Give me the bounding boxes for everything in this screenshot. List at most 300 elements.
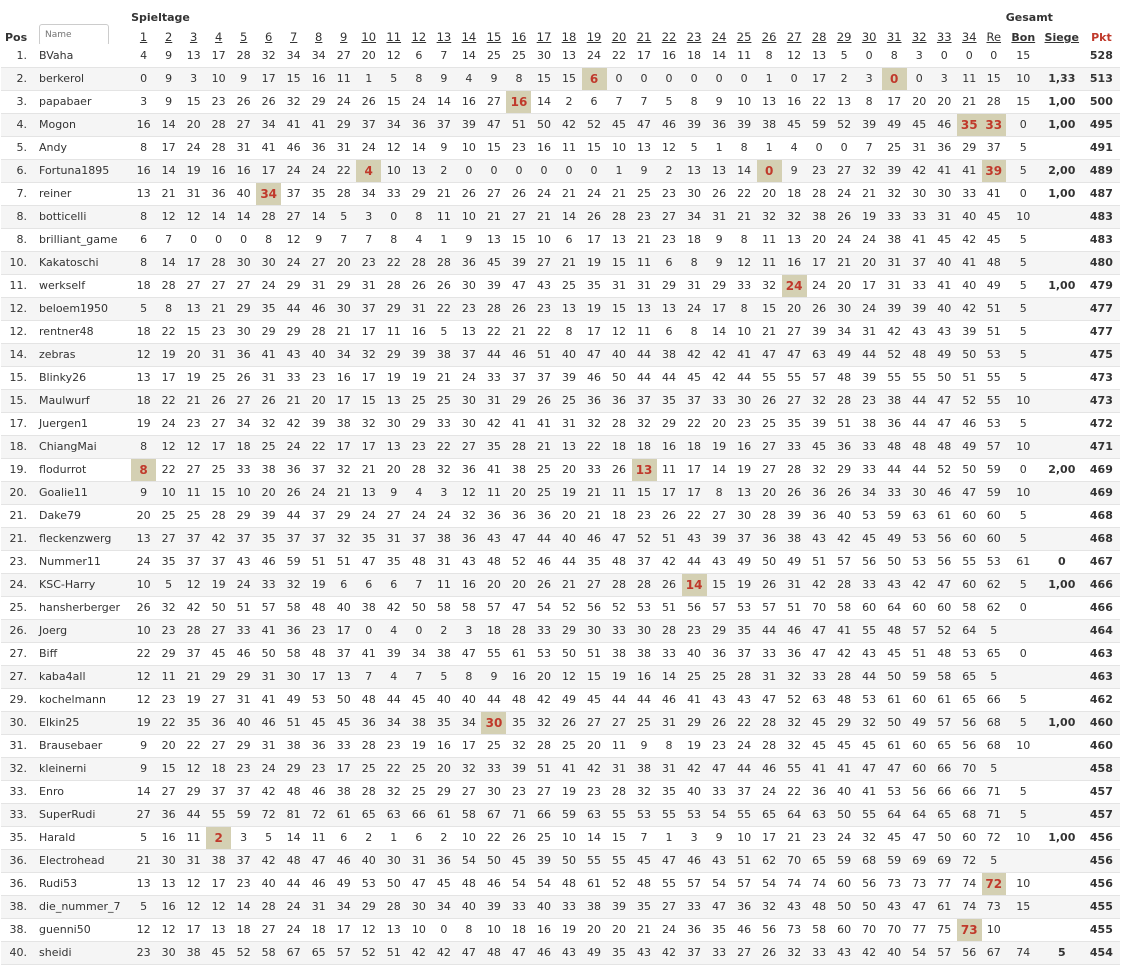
player-name[interactable]: fleckenzwerg	[33, 527, 131, 550]
score-cell: 32	[356, 343, 381, 366]
score-cell: 45	[882, 642, 907, 665]
player-name[interactable]: kleinerni	[33, 757, 131, 780]
score-cell: 43	[707, 849, 732, 872]
player-name[interactable]: zebras	[33, 343, 131, 366]
bon-cell: 5	[1006, 412, 1041, 435]
score-cell: 44	[281, 297, 306, 320]
bon-cell	[1006, 918, 1041, 941]
siege-cell	[1041, 389, 1083, 412]
score-cell: 27	[206, 734, 231, 757]
player-name[interactable]: Blinky26	[33, 366, 131, 389]
player-name[interactable]: ChiangMai	[33, 435, 131, 458]
rank-cell: 11.	[1, 274, 33, 297]
table-row	[1, 757, 1120, 780]
score-cell: 42	[707, 343, 732, 366]
score-cell: 42	[657, 550, 682, 573]
score-cell: 40	[556, 343, 581, 366]
bon-cell: 15	[1006, 895, 1041, 918]
score-cell: 12	[181, 205, 206, 228]
matchday-header-22[interactable]: 22	[661, 30, 677, 44]
siege-cell: 0	[1041, 550, 1083, 573]
points-cell: 466	[1083, 596, 1120, 619]
rank-cell: 40.	[1, 941, 33, 964]
player-name[interactable]: BVaha	[33, 44, 131, 67]
score-cell: 29	[256, 320, 281, 343]
score-cell: 26	[531, 573, 556, 596]
matchday-header-29[interactable]: 29	[836, 30, 852, 44]
points-cell: 477	[1083, 297, 1120, 320]
score-cell: 23	[381, 734, 406, 757]
score-cell: 44	[907, 412, 932, 435]
score-cell: 32	[757, 274, 782, 297]
score-cell: 14	[281, 826, 306, 849]
matchday-header-7[interactable]: 7	[290, 30, 298, 44]
score-cell: 30	[682, 182, 707, 205]
rank-cell: 24.	[1, 573, 33, 596]
score-cell: 51	[657, 527, 682, 550]
score-cell: 65	[306, 941, 331, 964]
score-cell: 20	[757, 481, 782, 504]
bon-cell: 10	[1006, 826, 1041, 849]
matchday-header-12[interactable]: 12	[411, 30, 427, 44]
score-cell: 9	[782, 159, 807, 182]
score-cell: 15	[607, 297, 632, 320]
score-cell: 46	[231, 642, 256, 665]
score-cell: 32	[857, 711, 882, 734]
player-name[interactable]: brilliant_game	[33, 228, 131, 251]
points-cell: 480	[1083, 251, 1120, 274]
score-cell: 36	[281, 619, 306, 642]
table-row	[1, 366, 1120, 389]
points-cell: 463	[1083, 665, 1120, 688]
score-cell: 74	[807, 872, 832, 895]
siege-cell: 1,00	[1041, 182, 1083, 205]
score-cell: 27	[531, 780, 556, 803]
score-cell: 14	[431, 90, 456, 113]
score-cell: 1	[757, 67, 782, 90]
matchday-header-2[interactable]: 2	[164, 30, 173, 44]
score-cell: 1	[607, 159, 632, 182]
score-cell: 6	[331, 573, 356, 596]
score-cell: 16	[206, 159, 231, 182]
score-cell: 8	[732, 228, 757, 251]
score-cell: 15	[707, 573, 732, 596]
score-cell: 28	[832, 389, 857, 412]
player-name[interactable]: botticelli	[33, 205, 131, 228]
matchday-header-19[interactable]: 19	[586, 30, 602, 44]
score-cell: 38	[281, 734, 306, 757]
score-cell: 39	[556, 366, 581, 389]
player-name[interactable]: Rudi53	[33, 872, 131, 895]
score-cell: 25	[406, 389, 431, 412]
score-cell: 21	[556, 251, 581, 274]
player-name[interactable]: Maulwurf	[33, 389, 131, 412]
score-cell: 13	[356, 481, 381, 504]
score-cell: 4	[381, 619, 406, 642]
score-cell: 41	[857, 780, 882, 803]
matchday-header-8[interactable]: 8	[315, 30, 323, 44]
matchday-header-28[interactable]: 28	[811, 30, 827, 44]
matchday-header-31[interactable]: 31	[886, 30, 902, 44]
score-cell: 29	[381, 343, 406, 366]
matchday-header-5[interactable]: 5	[239, 30, 248, 44]
score-cell: 46	[732, 918, 757, 941]
score-cell: 6	[556, 228, 581, 251]
score-cell: 6	[657, 320, 682, 343]
score-cell: 23	[306, 619, 331, 642]
player-name[interactable]: Biff	[33, 642, 131, 665]
score-cell: 53	[857, 504, 882, 527]
score-cell: 17	[331, 918, 356, 941]
player-name[interactable]: beloem1950	[33, 297, 131, 320]
score-cell: 24	[131, 550, 156, 573]
score-cell: 23	[156, 619, 181, 642]
rank-cell: 12.	[1, 297, 33, 320]
table-row	[1, 504, 1120, 527]
score-cell: 52	[506, 550, 531, 573]
score-cell: 53	[306, 688, 331, 711]
score-cell: 37	[306, 458, 331, 481]
siege-cell: 1,00	[1041, 711, 1083, 734]
score-cell: 24	[857, 297, 882, 320]
score-cell: 13	[381, 918, 406, 941]
score-cell: 44	[481, 343, 506, 366]
score-cell: 32	[757, 895, 782, 918]
score-cell: 18	[231, 435, 256, 458]
score-cell: 0	[206, 228, 231, 251]
score-cell: 57	[807, 366, 832, 389]
score-cell: 26	[657, 573, 682, 596]
score-cell: 48	[406, 550, 431, 573]
matchday-header-16[interactable]: 16	[511, 30, 527, 44]
matchday-header-11[interactable]: 11	[386, 30, 402, 44]
matchday-header-18[interactable]: 18	[561, 30, 577, 44]
score-cell: 51	[231, 596, 256, 619]
player-name[interactable]: Kakatoschi	[33, 251, 131, 274]
score-cell: 24	[406, 504, 431, 527]
score-cell: 27	[231, 274, 256, 297]
score-cell: 23	[506, 136, 531, 159]
matchday-header-27[interactable]: 27	[786, 30, 802, 44]
score-cell: 41	[256, 619, 281, 642]
player-name[interactable]: Goalie11	[33, 481, 131, 504]
score-cell: 32	[256, 412, 281, 435]
score-cell: 19	[181, 688, 206, 711]
score-cell: 53	[907, 550, 932, 573]
score-cell: 81	[281, 803, 306, 826]
matchday-header-10[interactable]: 10	[361, 30, 377, 44]
score-cell: 44	[907, 458, 932, 481]
bon-header[interactable]: Bon	[1011, 31, 1036, 44]
score-cell: 8	[456, 665, 481, 688]
table-row	[1, 343, 1120, 366]
score-cell: 40	[306, 343, 331, 366]
score-cell: 9	[131, 734, 156, 757]
player-name[interactable]: Electrohead	[33, 849, 131, 872]
score-cell: 43	[556, 941, 581, 964]
score-cell: 42	[832, 527, 857, 550]
score-cell: 20	[506, 481, 531, 504]
score-cell: 19	[732, 458, 757, 481]
player-name[interactable]: Mogon	[33, 113, 131, 136]
score-cell: 8	[732, 136, 757, 159]
score-cell: 33	[481, 366, 506, 389]
player-name[interactable]: Brausebaer	[33, 734, 131, 757]
score-cell: 7	[406, 573, 431, 596]
score-cell: 26	[832, 205, 857, 228]
score-cell: 36	[732, 895, 757, 918]
score-cell: 32	[782, 665, 807, 688]
player-name[interactable]: die_nummer_7	[33, 895, 131, 918]
score-cell: 31	[306, 895, 331, 918]
score-cell: 27	[206, 412, 231, 435]
score-cell: 40	[431, 688, 456, 711]
score-cell: 31	[682, 274, 707, 297]
matchday-header-re[interactable]: Re	[986, 30, 1002, 44]
score-cell: 35	[707, 918, 732, 941]
score-cell: 20	[531, 665, 556, 688]
score-cell: 5	[682, 136, 707, 159]
score-cell: 43	[632, 941, 657, 964]
score-cell: 61	[932, 688, 957, 711]
score-cell: 60	[832, 872, 857, 895]
points-cell: 489	[1083, 159, 1120, 182]
score-cell: 34	[832, 320, 857, 343]
siege-header[interactable]: Siege	[1044, 31, 1080, 44]
matchday-header-30[interactable]: 30	[861, 30, 877, 44]
matchday-header-15[interactable]: 15	[486, 30, 502, 44]
score-cell: 39	[531, 849, 556, 872]
player-name[interactable]: kaba4all	[33, 665, 131, 688]
score-cell: 52	[231, 941, 256, 964]
highlighted-score-cell: 0	[757, 159, 782, 182]
matchday-header-13[interactable]: 13	[436, 30, 452, 44]
points-cell: 460	[1083, 711, 1120, 734]
points-cell: 455	[1083, 918, 1120, 941]
player-name[interactable]: Dake79	[33, 504, 131, 527]
table-row	[1, 596, 1120, 619]
score-cell: 0	[356, 619, 381, 642]
matchday-header-33[interactable]: 33	[936, 30, 952, 44]
score-cell: 13	[381, 389, 406, 412]
score-cell: 31	[707, 205, 732, 228]
score-cell: 46	[306, 297, 331, 320]
score-cell: 64	[882, 596, 907, 619]
score-cell: 5	[131, 297, 156, 320]
score-cell: 43	[231, 550, 256, 573]
score-cell: 33	[882, 481, 907, 504]
score-cell: 51	[832, 412, 857, 435]
score-cell: 0	[732, 67, 757, 90]
score-cell: 45	[907, 113, 932, 136]
score-cell: 51	[982, 320, 1006, 343]
score-cell: 27	[456, 780, 481, 803]
matchday-header-14[interactable]: 14	[461, 30, 477, 44]
score-cell: 59	[882, 504, 907, 527]
score-cell: 23	[356, 251, 381, 274]
score-cell: 25	[206, 366, 231, 389]
points-cell: 491	[1083, 136, 1120, 159]
score-cell: 12	[356, 918, 381, 941]
score-cell: 19	[556, 780, 581, 803]
score-cell: 27	[782, 389, 807, 412]
score-cell: 20	[556, 504, 581, 527]
player-name[interactable]: berkerol	[33, 67, 131, 90]
player-name[interactable]: sheidi	[33, 941, 131, 964]
score-cell: 8	[707, 481, 732, 504]
score-cell: 60	[957, 826, 982, 849]
score-cell: 60	[957, 527, 982, 550]
score-cell: 62	[982, 573, 1006, 596]
score-cell: 19	[406, 366, 431, 389]
score-cell: 28	[531, 734, 556, 757]
score-cell: 37	[281, 182, 306, 205]
player-name[interactable]: rentner48	[33, 320, 131, 343]
score-cell: 19	[181, 366, 206, 389]
score-cell: 26	[757, 389, 782, 412]
score-cell: 18	[306, 918, 331, 941]
score-cell: 9	[456, 228, 481, 251]
matchday-header-25[interactable]: 25	[736, 30, 752, 44]
score-cell: 55	[882, 366, 907, 389]
player-name[interactable]: KSC-Harry	[33, 573, 131, 596]
score-cell: 10	[406, 918, 431, 941]
score-cell: 13	[131, 527, 156, 550]
score-cell: 14	[156, 159, 181, 182]
matchday-header-20[interactable]: 20	[611, 30, 627, 44]
player-name[interactable]: werkself	[33, 274, 131, 297]
matchday-header-9[interactable]: 9	[340, 30, 348, 44]
score-cell: 40	[456, 895, 481, 918]
matchday-header-3[interactable]: 3	[189, 30, 198, 44]
player-name[interactable]: Fortuna1895	[33, 159, 131, 182]
score-cell: 54	[506, 872, 531, 895]
score-cell: 31	[331, 136, 356, 159]
rank-cell: 36.	[1, 849, 33, 872]
score-cell: 47	[932, 412, 957, 435]
score-cell: 27	[481, 182, 506, 205]
player-name[interactable]: hansherberger	[33, 596, 131, 619]
matchday-header-17[interactable]: 17	[536, 30, 552, 44]
matchday-header-21[interactable]: 21	[636, 30, 652, 44]
score-cell: 12	[281, 228, 306, 251]
player-name[interactable]: Harald	[33, 826, 131, 849]
score-cell: 43	[682, 527, 707, 550]
score-cell: 21	[556, 182, 581, 205]
score-cell: 36	[832, 435, 857, 458]
score-cell: 52	[607, 872, 632, 895]
player-name[interactable]: kochelmann	[33, 688, 131, 711]
bon-cell	[1006, 665, 1041, 688]
score-cell: 16	[131, 113, 156, 136]
matchday-header-4[interactable]: 4	[214, 30, 223, 44]
player-name[interactable]: Enro	[33, 780, 131, 803]
score-cell: 36	[456, 527, 481, 550]
score-cell: 9	[707, 228, 732, 251]
score-cell: 14	[732, 159, 757, 182]
score-cell: 13	[481, 228, 506, 251]
bon-cell: 10	[1006, 435, 1041, 458]
matchday-header-23[interactable]: 23	[686, 30, 702, 44]
score-cell: 13	[556, 297, 581, 320]
player-name[interactable]: Andy	[33, 136, 131, 159]
points-cell: 462	[1083, 688, 1120, 711]
player-name[interactable]: Juergen1	[33, 412, 131, 435]
rank-cell: 27.	[1, 665, 33, 688]
matchday-header-26[interactable]: 26	[761, 30, 777, 44]
score-cell: 60	[857, 596, 882, 619]
rank-cell: 21.	[1, 527, 33, 550]
matchday-header-34[interactable]: 34	[961, 30, 977, 44]
player-name[interactable]: papabaer	[33, 90, 131, 113]
player-name[interactable]: Elkin25	[33, 711, 131, 734]
score-cell: 5	[832, 44, 857, 67]
score-cell: 38	[882, 389, 907, 412]
score-cell: 26	[782, 481, 807, 504]
score-cell: 41	[832, 757, 857, 780]
score-cell: 31	[381, 527, 406, 550]
siege-cell: 2,00	[1041, 458, 1083, 481]
score-cell: 35	[732, 619, 757, 642]
score-cell: 31	[206, 343, 231, 366]
score-cell: 11	[732, 44, 757, 67]
player-name[interactable]: SuperRudi	[33, 803, 131, 826]
player-name[interactable]: guenni50	[33, 918, 131, 941]
score-cell: 43	[882, 895, 907, 918]
player-name[interactable]: flodurrot	[33, 458, 131, 481]
score-cell: 24	[456, 366, 481, 389]
score-cell: 3	[431, 481, 456, 504]
score-cell: 23	[657, 182, 682, 205]
score-cell: 60	[932, 596, 957, 619]
score-cell: 25	[556, 389, 581, 412]
score-cell: 44	[531, 527, 556, 550]
score-cell: 51	[381, 941, 406, 964]
matchday-header-6[interactable]: 6	[265, 30, 273, 44]
player-name[interactable]: reiner	[33, 182, 131, 205]
score-cell: 58	[456, 596, 481, 619]
score-cell: 4	[381, 665, 406, 688]
score-cell: 10	[481, 918, 506, 941]
pkt-header[interactable]: Pkt	[1091, 31, 1112, 44]
score-cell: 25	[206, 458, 231, 481]
score-cell: 26	[757, 941, 782, 964]
score-cell: 28	[356, 734, 381, 757]
score-cell: 42	[281, 412, 306, 435]
score-cell: 21	[531, 205, 556, 228]
score-cell: 30	[481, 780, 506, 803]
highlighted-score-cell: 35	[957, 113, 982, 136]
score-cell: 44	[381, 688, 406, 711]
matchday-header-32[interactable]: 32	[911, 30, 927, 44]
player-name[interactable]: Nummer11	[33, 550, 131, 573]
score-cell: 48	[456, 872, 481, 895]
rank-cell: 15.	[1, 389, 33, 412]
score-cell: 26	[456, 182, 481, 205]
player-name[interactable]: Joerg	[33, 619, 131, 642]
name-filter-input[interactable]	[39, 24, 109, 44]
score-cell: 14	[707, 320, 732, 343]
score-cell: 34	[406, 642, 431, 665]
matchday-header-24[interactable]: 24	[711, 30, 727, 44]
bon-cell: 5	[1006, 320, 1041, 343]
score-cell: 20	[181, 343, 206, 366]
score-cell: 39	[506, 757, 531, 780]
score-cell: 30	[732, 389, 757, 412]
matchday-header-1[interactable]: 1	[139, 30, 148, 44]
score-cell: 39	[456, 113, 481, 136]
siege-cell	[1041, 895, 1083, 918]
